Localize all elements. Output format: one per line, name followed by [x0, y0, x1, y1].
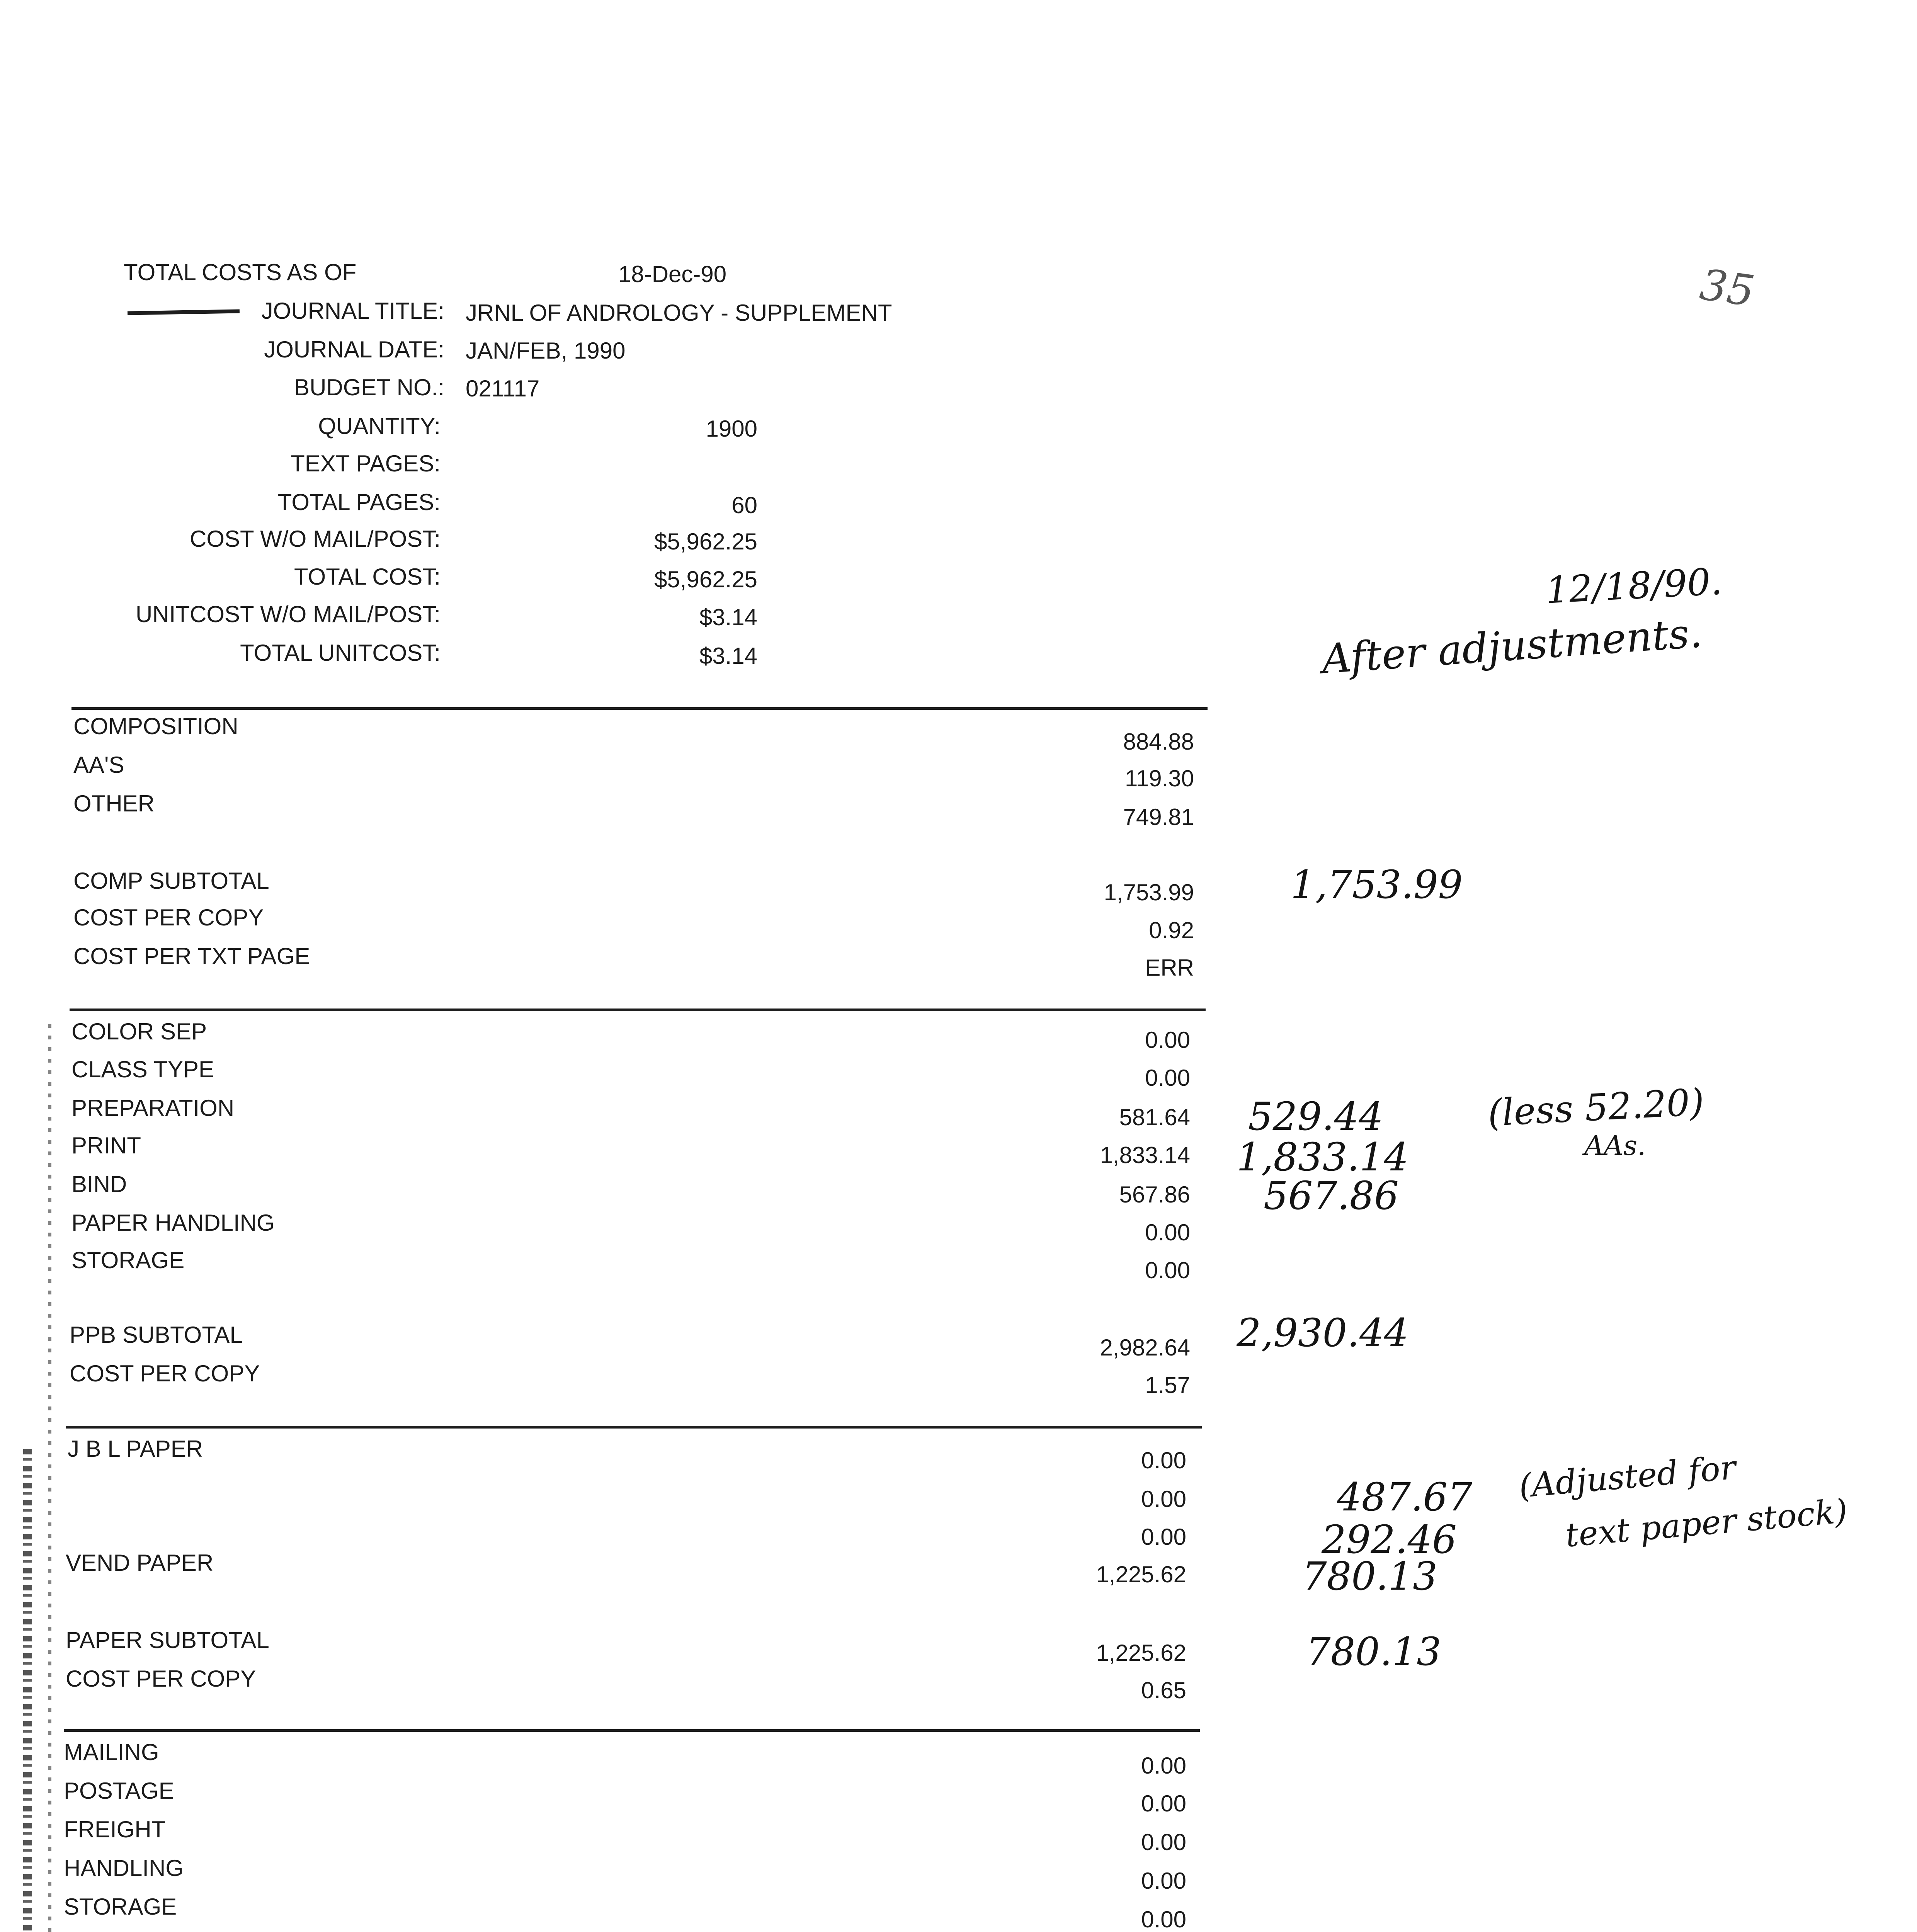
budget-no-label: BUDGET NO.: [294, 374, 444, 400]
total-cost-label: TOTAL COST: [294, 564, 441, 590]
ppb-cost-per-copy-value: 1.57 [1145, 1372, 1190, 1398]
total-pages-label: TOTAL PAGES: [277, 489, 441, 515]
total-unitcost-label: TOTAL UNITCOST: [240, 640, 441, 666]
ppb-subtotal-value: 2,982.64 [1100, 1335, 1190, 1361]
ppb-storage-label: STORAGE [71, 1247, 185, 1273]
paper-handling-value: 0.00 [1145, 1219, 1190, 1245]
handwritten-page-number: 35 [1697, 259, 1758, 316]
scan-edge-artifact [48, 1024, 51, 1932]
paper-blank-value: 0.00 [1141, 1486, 1186, 1512]
cost-per-txt-page-label: COST PER TXT PAGE [73, 943, 310, 969]
total-pages-value: 60 [731, 492, 757, 518]
preparation-label: PREPARATION [71, 1095, 235, 1121]
handwritten-after-adjustments: After adjustments. [1320, 609, 1704, 683]
unitcost-wo-mail-value: $3.14 [699, 604, 757, 630]
handling-label: HANDLING [64, 1855, 184, 1881]
paper-blank-value: 0.00 [1141, 1524, 1186, 1550]
handwritten-paper-1: 487.67 [1337, 1475, 1472, 1520]
handwritten-adjusted-note: text paper stock) [1564, 1492, 1849, 1555]
handwritten-less-note: (less 52.20) [1487, 1081, 1705, 1135]
jbl-paper-label: J B L PAPER [68, 1436, 203, 1462]
handwritten-preparation: 529.44 [1248, 1094, 1383, 1139]
color-sep-value: 0.00 [1145, 1027, 1190, 1053]
jbl-paper-value: 0.00 [1141, 1447, 1186, 1473]
section-divider [70, 1009, 1206, 1011]
handwritten-less-note-sub: AAs. [1584, 1130, 1646, 1162]
budget-no-value: 021117 [466, 376, 540, 401]
ppb-storage-value: 0.00 [1145, 1257, 1190, 1283]
composition-value: 884.88 [1123, 729, 1194, 755]
handwritten-paper-subtotal: 780.13 [1306, 1629, 1441, 1674]
journal-date-value: JAN/FEB, 1990 [466, 338, 626, 364]
bind-value: 567.86 [1119, 1182, 1190, 1208]
section-divider [64, 1729, 1200, 1732]
text-pages-label: TEXT PAGES: [291, 451, 441, 476]
other-value: 749.81 [1123, 804, 1194, 830]
comp-cost-per-copy-label: COST PER COPY [73, 905, 264, 930]
aas-label: AA'S [73, 752, 124, 778]
comp-subtotal-label: COMP SUBTOTAL [73, 868, 269, 894]
scan-edge-artifact [23, 1449, 32, 1932]
freight-label: FREIGHT [64, 1816, 166, 1842]
handwritten-ppb-subtotal: 2,930.44 [1237, 1310, 1409, 1355]
class-type-label: CLASS TYPE [71, 1056, 214, 1082]
cost-wo-mail-label: COST W/O MAIL/POST: [190, 526, 441, 552]
handwritten-comp-subtotal: 1,753.99 [1291, 862, 1463, 907]
handwritten-paper-2: 292.46 [1322, 1517, 1457, 1562]
postage-label: POSTAGE [64, 1778, 174, 1804]
handwritten-adjusted-note: (Adjusted for [1517, 1448, 1738, 1506]
color-sep-label: COLOR SEP [71, 1019, 207, 1044]
mailing-label: MAILING [64, 1739, 159, 1765]
vend-paper-label: VEND PAPER [66, 1550, 214, 1576]
preparation-value: 581.64 [1119, 1104, 1190, 1130]
comp-cost-per-copy-value: 0.92 [1149, 917, 1194, 943]
postage-value: 0.00 [1141, 1791, 1186, 1816]
print-value: 1,833.14 [1100, 1142, 1190, 1168]
paper-cost-per-copy-value: 0.65 [1141, 1677, 1186, 1703]
bind-label: BIND [71, 1171, 127, 1197]
class-type-value: 0.00 [1145, 1065, 1190, 1091]
journal-title-value: JRNL OF ANDROLOGY - SUPPLEMENT [466, 300, 892, 326]
total-cost-value: $5,962.25 [654, 566, 757, 592]
handwritten-date: 12/18/90. [1544, 560, 1723, 612]
composition-label: COMPOSITION [73, 713, 238, 739]
paper-subtotal-label: PAPER SUBTOTAL [66, 1627, 269, 1653]
comp-subtotal-value: 1,753.99 [1104, 879, 1194, 905]
mail-storage-label: STORAGE [64, 1894, 177, 1920]
total-costs-as-of-label: TOTAL COSTS AS OF [124, 259, 357, 285]
cost-per-txt-page-value: ERR [1145, 955, 1194, 981]
journal-date-label: JOURNAL DATE: [264, 337, 444, 362]
mail-storage-value: 0.00 [1141, 1906, 1186, 1932]
paper-handling-label: PAPER HANDLING [71, 1210, 275, 1236]
ppb-subtotal-label: PPB SUBTOTAL [70, 1322, 243, 1348]
quantity-value: 1900 [706, 416, 757, 442]
vend-paper-value: 1,225.62 [1096, 1561, 1186, 1587]
unitcost-wo-mail-label: UNITCOST W/O MAIL/POST: [136, 601, 441, 627]
freight-value: 0.00 [1141, 1829, 1186, 1855]
handwritten-bind: 567.86 [1264, 1173, 1399, 1218]
paper-subtotal-value: 1,225.62 [1096, 1640, 1186, 1666]
ppb-cost-per-copy-label: COST PER COPY [70, 1361, 260, 1386]
total-unitcost-value: $3.14 [699, 643, 757, 669]
aas-value: 119.30 [1124, 765, 1194, 791]
paper-cost-per-copy-label: COST PER COPY [66, 1666, 256, 1692]
section-divider [71, 707, 1208, 710]
handling-value: 0.00 [1141, 1868, 1186, 1894]
section-divider [66, 1426, 1202, 1429]
handwritten-print: 1,833.14 [1237, 1134, 1409, 1180]
other-label: OTHER [73, 791, 155, 816]
print-label: PRINT [71, 1133, 141, 1158]
total-costs-as-of-value: 18-Dec-90 [618, 261, 727, 287]
handwritten-paper-3: 780.13 [1302, 1554, 1437, 1599]
cost-wo-mail-value: $5,962.25 [654, 529, 757, 554]
mailing-value: 0.00 [1141, 1753, 1186, 1779]
quantity-label: QUANTITY: [318, 413, 441, 439]
journal-title-label: JOURNAL TITLE: [261, 298, 444, 324]
